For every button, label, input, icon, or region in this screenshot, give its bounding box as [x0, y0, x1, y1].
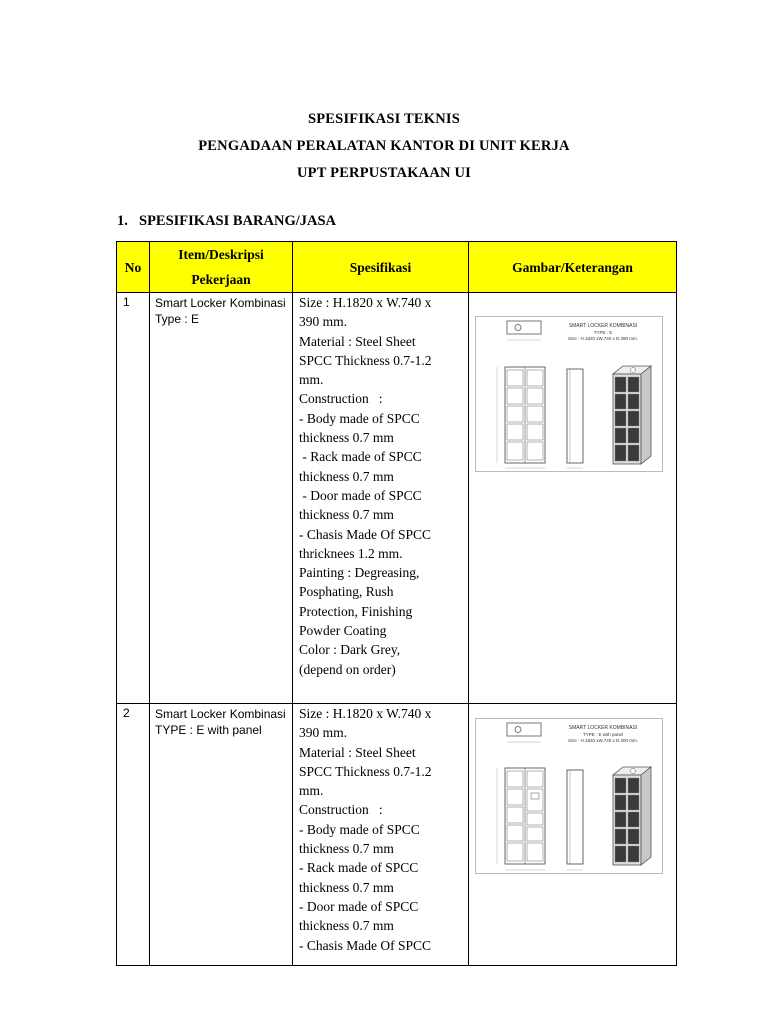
spec-line: thickness 0.7 mm [299, 468, 394, 484]
spec-line: Painting : Degreasing, [299, 565, 420, 581]
locker-drawing-type-e-panel [475, 718, 663, 874]
spec-line: Size : H.1820 x W.740 x [299, 706, 432, 721]
spec-line: - Body made of SPCC [299, 821, 420, 837]
spec-line: - Chasis Made Of SPCC [299, 526, 432, 542]
section-heading [117, 213, 336, 230]
spec-table [116, 241, 677, 966]
header-no: No [117, 242, 150, 293]
row-spec [293, 293, 469, 704]
spec-line: Protection, Finishing [299, 603, 413, 619]
drawing-type: TYPE : E with panel [582, 732, 624, 737]
spec-line: thickness 0.7 mm [299, 879, 394, 895]
spec-line: Construction : [299, 391, 383, 407]
spec-line: - Door made of SPCC [299, 898, 419, 914]
spec-line: Size : H.1820 x W.740 x [299, 295, 432, 310]
spec-line: thricknees 1.2 mm. [299, 545, 403, 561]
spec-line: mm. [299, 783, 324, 799]
drawing-title: SMART LOCKER KOMBINASI [568, 323, 638, 329]
spec-line: Construction : [299, 802, 383, 818]
spec-line: - Body made of SPCC [299, 410, 420, 426]
drawing-size: Size : H.1820 xW.740 x D.300 mm. [567, 738, 639, 743]
spec-line: 390 mm. [299, 725, 348, 741]
doc-title-line1: SPESIFIKASI TEKNIS [307, 111, 461, 127]
row-image [469, 704, 677, 966]
row-image [469, 293, 677, 704]
table-header-row [117, 242, 677, 293]
row-item-line1: Smart Locker Kombinasi [155, 296, 286, 310]
row-item-line2: TYPE : E with panel [155, 723, 262, 737]
row-no: 2 [117, 704, 150, 966]
spec-line: thickness 0.7 mm [299, 507, 394, 523]
spec-line: Color : Dark Grey, [299, 642, 401, 658]
table-row [117, 704, 677, 966]
spec-line: - Rack made of SPCC [299, 860, 419, 876]
spec-line: 390 mm. [299, 314, 348, 330]
spec-line: - Chasis Made Of SPCC [299, 937, 432, 953]
spec-line: SPCC Thickness 0.7-1.2 [299, 352, 432, 368]
row-no: 1 [117, 293, 150, 704]
header-image: Gambar/Keterangan [469, 242, 677, 293]
drawing-title: SMART LOCKER KOMBINASI [568, 725, 638, 731]
spec-line: Posphating, Rush [299, 584, 394, 600]
header-item-line2: Pekerjaan [191, 272, 251, 287]
spec-line: thickness 0.7 mm [299, 841, 394, 857]
row-spec [293, 704, 469, 966]
row-item [150, 293, 293, 704]
doc-title-line3: UPT PERPUSTAKAAN UI [296, 165, 472, 181]
header-item [150, 242, 293, 293]
row-item-line2: Type : E [155, 312, 200, 326]
spec-line: thickness 0.7 mm [299, 430, 394, 446]
section-title: SPESIFIKASI BARANG/JASA [139, 213, 337, 229]
header-item-line1: Item/Deskripsi [178, 247, 264, 262]
spec-line: Material : Steel Sheet [299, 333, 416, 349]
row-item [150, 704, 293, 966]
header-spec: Spesifikasi [293, 242, 469, 293]
locker-drawing-type-e [475, 316, 663, 472]
drawing-size: Size : H.1820 xW.740 x D.390 mm. [567, 336, 639, 341]
spec-line: mm. [299, 372, 324, 388]
spec-line: thickness 0.7 mm [299, 918, 394, 934]
spec-line: (depend on order) [299, 661, 396, 677]
doc-title-line2: PENGADAAN PERALATAN KANTOR DI UNIT KERJA [198, 138, 570, 154]
spec-line: SPCC Thickness 0.7-1.2 [299, 763, 432, 779]
spec-line: - Rack made of SPCC [299, 449, 422, 465]
table-row [117, 293, 677, 704]
spec-line: - Door made of SPCC [299, 487, 422, 503]
spec-line: Powder Coating [299, 623, 387, 639]
spec-line: Material : Steel Sheet [299, 744, 416, 760]
row-item-line1: Smart Locker Kombinasi [155, 707, 286, 721]
section-number: 1. [117, 213, 128, 229]
drawing-type: TYPE : E [593, 330, 613, 335]
